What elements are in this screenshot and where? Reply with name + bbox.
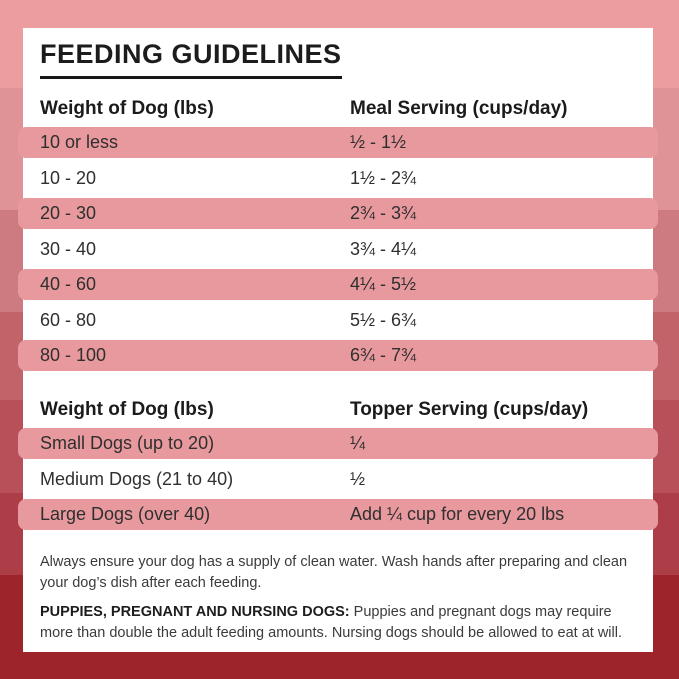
serving-cell: 5½ - 6¾ <box>350 309 417 330</box>
weight-cell: Small Dogs (up to 20) <box>40 433 215 453</box>
serving-cell: 6¾ - 7¾ <box>350 345 417 365</box>
serving-cell: Add ¼ cup for every 20 lbs <box>350 504 565 524</box>
puppies-note-text: Puppies and pregnant dogs may require more than double the adult feeding amounts. Nursing dogs should be allowed to eat at will. <box>40 604 622 641</box>
weight-cell: 80 - 100 <box>40 345 107 365</box>
meal-table-header <box>40 98 636 119</box>
weight-cell: 60 - 80 <box>40 309 97 330</box>
table-row <box>18 499 658 530</box>
table-row <box>18 234 658 265</box>
meal-weight-column-header: Weight of Dog (lbs) <box>40 98 214 119</box>
serving-cell: 2¾ - 3¾ <box>350 203 417 223</box>
serving-cell: ¼ <box>350 433 366 453</box>
table-row <box>18 428 658 459</box>
serving-cell: ½ <box>350 468 366 489</box>
footer-notes <box>40 552 636 643</box>
weight-cell: 10 - 20 <box>40 167 97 188</box>
clean-water-note: Always ensure your dog has a supply of clean water. Wash hands after preparing and clean your dog’s dish after each feeding. <box>40 554 628 591</box>
table-row <box>18 340 658 371</box>
table-row <box>18 127 658 158</box>
serving-cell: ½ - 1½ <box>350 132 407 152</box>
topper-weight-column-header: Weight of Dog (lbs) <box>40 399 214 420</box>
topper-serving-column-header: Topper Serving (cups/day) <box>350 399 589 420</box>
topper-table-header <box>40 399 636 420</box>
weight-cell: 20 - 30 <box>40 203 97 223</box>
puppies-note-label: PUPPIES, PREGNANT AND NURSING DOGS: <box>40 604 350 621</box>
page-title: FEEDING GUIDELINES <box>40 41 342 79</box>
serving-cell: 1½ - 2¾ <box>350 167 417 188</box>
table-row <box>18 198 658 229</box>
serving-cell: 4¼ - 5½ <box>350 274 417 294</box>
puppies-note <box>40 602 636 643</box>
feeding-guidelines-card <box>23 28 653 652</box>
serving-cell: 3¾ - 4¼ <box>350 238 417 259</box>
weight-cell: 10 or less <box>40 132 119 152</box>
table-row <box>18 464 658 495</box>
weight-cell: 40 - 60 <box>40 274 97 294</box>
weight-cell: Medium Dogs (21 to 40) <box>40 468 234 489</box>
table-row <box>18 163 658 194</box>
meal-serving-column-header: Meal Serving (cups/day) <box>350 98 568 119</box>
table-row <box>18 269 658 300</box>
weight-cell: 30 - 40 <box>40 238 97 259</box>
weight-cell: Large Dogs (over 40) <box>40 504 211 524</box>
table-row <box>18 305 658 336</box>
